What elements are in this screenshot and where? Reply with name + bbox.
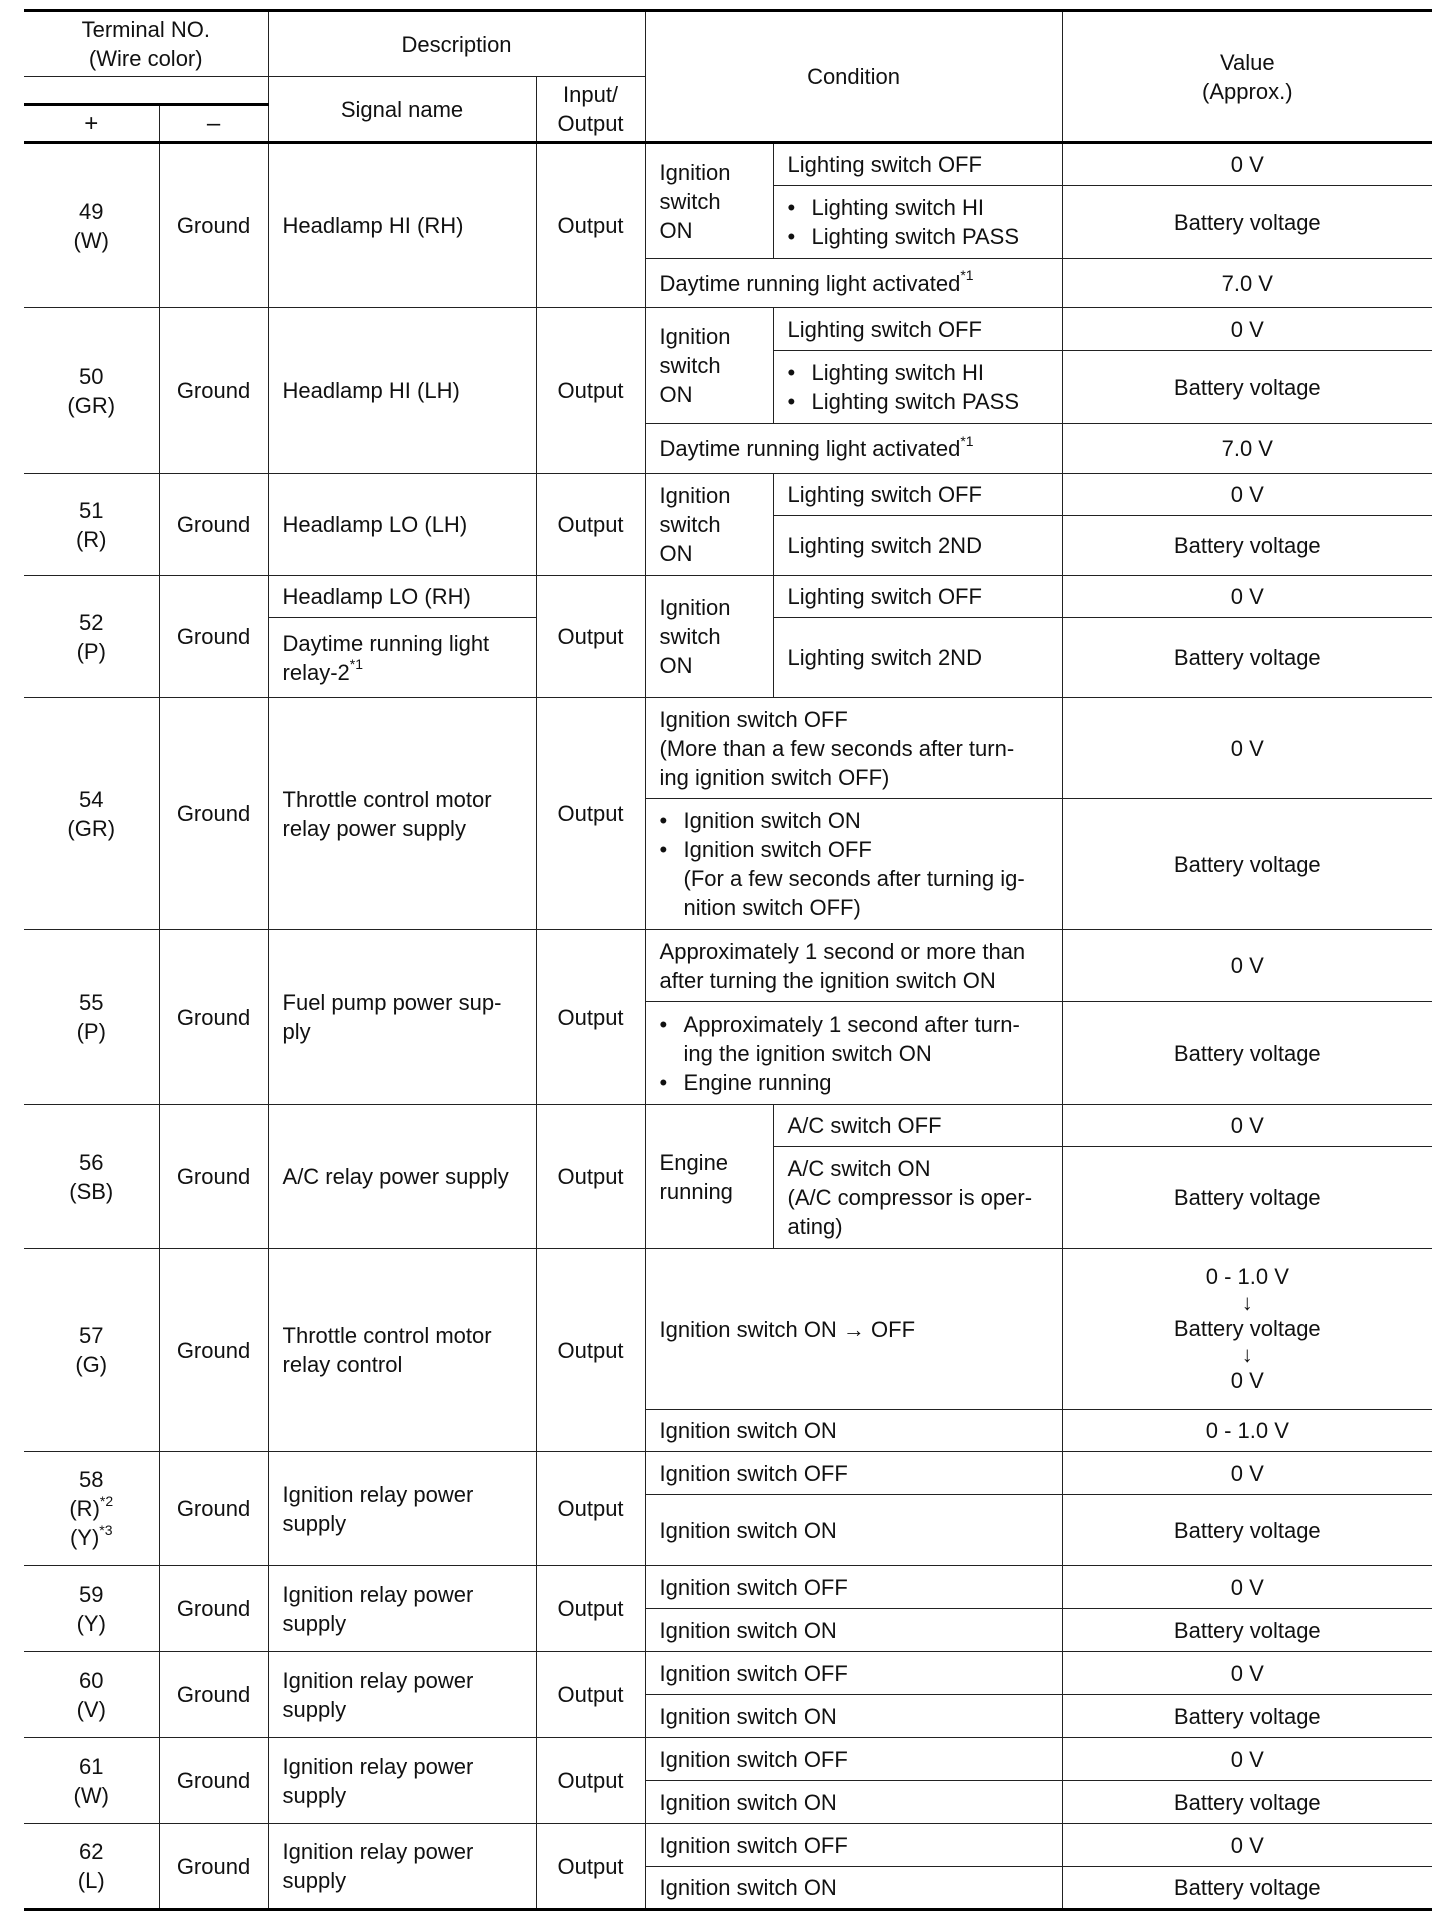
io-type: Output <box>536 698 645 930</box>
condition: Lighting switch OFF <box>773 576 1062 618</box>
condition: Ignition switch OFF <box>645 1824 1062 1867</box>
value: 0 - 1.0 V ↓ Battery voltage ↓ 0 V <box>1062 1249 1432 1410</box>
condition-ignition-on: Ignition switch ON <box>645 143 773 259</box>
signal-name: Headlamp HI (RH) <box>268 143 536 308</box>
condition: Ignition switch ON <box>645 1867 1062 1910</box>
table-row <box>24 308 1432 351</box>
signal-name: Ignition relay power supply <box>268 1824 536 1910</box>
terminal-no: 62 (L) <box>24 1824 159 1910</box>
signal-name: Ignition relay power supply <box>268 1652 536 1738</box>
condition-engine-running: Engine running <box>645 1105 773 1249</box>
terminal-no: 51 (R) <box>24 474 159 576</box>
ground-terminal: Ground <box>159 1738 268 1824</box>
condition: • Approximately 1 second after turn- ing the ignition switch ON • Engine running <box>645 1002 1062 1105</box>
condition: Lighting switch 2ND <box>773 618 1062 698</box>
value: 0 V <box>1062 1738 1432 1781</box>
condition: • Lighting switch HI • Lighting switch PASS <box>773 351 1062 424</box>
ground-terminal: Ground <box>159 308 268 474</box>
value: 0 - 1.0 V <box>1062 1410 1432 1452</box>
ground-terminal: Ground <box>159 1452 268 1566</box>
condition-ignition-on: Ignition switch ON <box>645 474 773 576</box>
table-row <box>24 143 1432 186</box>
ground-terminal: Ground <box>159 1105 268 1249</box>
io-type: Output <box>536 1452 645 1566</box>
terminal-no: 49 (W) <box>24 143 159 308</box>
ground-terminal: Ground <box>159 143 268 308</box>
condition: • Ignition switch ON • Ignition switch OFF (For a few seconds after turning ig- nition switch OFF) <box>645 799 1062 930</box>
ground-terminal: Ground <box>159 1566 268 1652</box>
ground-terminal: Ground <box>159 930 268 1105</box>
ground-terminal: Ground <box>159 698 268 930</box>
condition: A/C switch OFF <box>773 1105 1062 1147</box>
value: Battery voltage <box>1062 1867 1432 1910</box>
signal-name: Throttle control motor relay control <box>268 1249 536 1452</box>
value: 0 V <box>1062 308 1432 351</box>
value: 0 V <box>1062 1566 1432 1609</box>
value: 0 V <box>1062 1452 1432 1495</box>
signal-name: Fuel pump power sup- ply <box>268 930 536 1105</box>
terminal-no: 54 (GR) <box>24 698 159 930</box>
condition: A/C switch ON (A/C compressor is oper- ating) <box>773 1147 1062 1249</box>
condition: Ignition switch ON <box>645 1410 1062 1452</box>
ground-terminal: Ground <box>159 474 268 576</box>
value: Battery voltage <box>1062 1695 1432 1738</box>
down-arrow-icon: ↓ <box>1241 1342 1253 1367</box>
signal-name: Headlamp LO (RH) <box>268 576 536 618</box>
value: Battery voltage <box>1062 186 1432 259</box>
table-row <box>24 474 1432 516</box>
terminal-no: 59 (Y) <box>24 1566 159 1652</box>
condition-header: Condition <box>645 11 1062 143</box>
value: Battery voltage <box>1062 1781 1432 1824</box>
ground-terminal: Ground <box>159 1824 268 1910</box>
io-type: Output <box>536 474 645 576</box>
ground-terminal: Ground <box>159 1652 268 1738</box>
value: Battery voltage <box>1062 1609 1432 1652</box>
io-header: Input/ Output <box>536 77 645 143</box>
condition: Lighting switch OFF <box>773 143 1062 186</box>
terminal-no: 55 (P) <box>24 930 159 1105</box>
terminal-no-header: Terminal NO. (Wire color) <box>24 11 268 77</box>
condition: Lighting switch 2ND <box>773 516 1062 576</box>
signal-name-header: Signal name <box>268 77 536 143</box>
signal-name: Ignition relay power supply <box>268 1738 536 1824</box>
io-type: Output <box>536 308 645 474</box>
value: 0 V <box>1062 1105 1432 1147</box>
wire-color-spacer <box>24 77 268 105</box>
terminal-no: 50 (GR) <box>24 308 159 474</box>
condition-ignition-on: Ignition switch ON <box>645 308 773 424</box>
down-arrow-icon: ↓ <box>1241 1290 1253 1315</box>
terminal-no: 56 (SB) <box>24 1105 159 1249</box>
value: 0 V <box>1062 698 1432 799</box>
value: 0 V <box>1062 143 1432 186</box>
description-header: Description <box>268 11 645 77</box>
io-type: Output <box>536 930 645 1105</box>
value: 0 V <box>1062 1652 1432 1695</box>
table-row <box>24 1452 1432 1495</box>
signal-name: A/C relay power supply <box>268 1105 536 1249</box>
ground-terminal: Ground <box>159 1249 268 1452</box>
condition: Ignition switch OFF <box>645 1566 1062 1609</box>
terminal-no: 58 $(R)^{*2}$ $(Y)^{*3}$ <box>24 1452 159 1566</box>
condition: Ignition switch OFF <box>645 1452 1062 1495</box>
condition: Ignition switch OFF (More than a few seconds after turn- ing ignition switch OFF) <box>645 698 1062 799</box>
condition: Ignition switch ON <box>645 1495 1062 1566</box>
condition: Lighting switch OFF <box>773 308 1062 351</box>
signal-name: Headlamp LO (LH) <box>268 474 536 576</box>
terminal-no: 52 (P) <box>24 576 159 698</box>
condition: Lighting switch OFF <box>773 474 1062 516</box>
condition: Daytime running light activated$^{*1}$ <box>645 259 1062 308</box>
io-type: Output <box>536 1738 645 1824</box>
value: Battery voltage <box>1062 1495 1432 1566</box>
condition: Ignition switch ON → OFF <box>645 1249 1062 1410</box>
condition: Ignition switch ON <box>645 1781 1062 1824</box>
ground-terminal: Ground <box>159 576 268 698</box>
value: 7.0 V <box>1062 424 1432 474</box>
terminal-no: 61 (W) <box>24 1738 159 1824</box>
table-row <box>24 1105 1432 1147</box>
signal-name: Daytime running light relay-2$^{*1}$ <box>268 618 536 698</box>
value: Battery voltage <box>1062 618 1432 698</box>
signal-name: Throttle control motor relay power supply <box>268 698 536 930</box>
value: 0 V <box>1062 576 1432 618</box>
value-header: Value (Approx.) <box>1062 11 1432 143</box>
terminal-no: 57 (G) <box>24 1249 159 1452</box>
table-row <box>24 1566 1432 1609</box>
value: 0 V <box>1062 474 1432 516</box>
signal-name: Headlamp HI (LH) <box>268 308 536 474</box>
io-type: Output <box>536 143 645 308</box>
value: 7.0 V <box>1062 259 1432 308</box>
table-row <box>24 1738 1432 1781</box>
condition: Ignition switch OFF <box>645 1738 1062 1781</box>
value: Battery voltage <box>1062 1002 1432 1105</box>
minus-header: – <box>159 105 268 143</box>
signal-name: Ignition relay power supply <box>268 1452 536 1566</box>
value: 0 V <box>1062 930 1432 1002</box>
value: 0 V <box>1062 1824 1432 1867</box>
condition: Ignition switch ON <box>645 1609 1062 1652</box>
table-row <box>24 1824 1432 1867</box>
terminal-no: 60 (V) <box>24 1652 159 1738</box>
table-row <box>24 698 1432 799</box>
value: Battery voltage <box>1062 516 1432 576</box>
condition-ignition-on: Ignition switch ON <box>645 576 773 698</box>
signal-name: Ignition relay power supply <box>268 1566 536 1652</box>
value: Battery voltage <box>1062 799 1432 930</box>
io-type: Output <box>536 1652 645 1738</box>
table-row <box>24 1249 1432 1410</box>
io-type: Output <box>536 1566 645 1652</box>
condition: Ignition switch OFF <box>645 1652 1062 1695</box>
plus-header: + <box>24 105 159 143</box>
io-type: Output <box>536 576 645 698</box>
io-type: Output <box>536 1249 645 1452</box>
condition: Approximately 1 second or more than after turning the ignition switch ON <box>645 930 1062 1002</box>
io-type: Output <box>536 1105 645 1249</box>
table-row <box>24 930 1432 1002</box>
terminal-spec-table <box>24 9 1432 1911</box>
value: Battery voltage <box>1062 351 1432 424</box>
table-row <box>24 1652 1432 1695</box>
condition: • Lighting switch HI • Lighting switch PASS <box>773 186 1062 259</box>
condition: Daytime running light activated$^{*1}$ <box>645 424 1062 474</box>
condition: Ignition switch ON <box>645 1695 1062 1738</box>
table-row <box>24 576 1432 618</box>
io-type: Output <box>536 1824 645 1910</box>
value: Battery voltage <box>1062 1147 1432 1249</box>
